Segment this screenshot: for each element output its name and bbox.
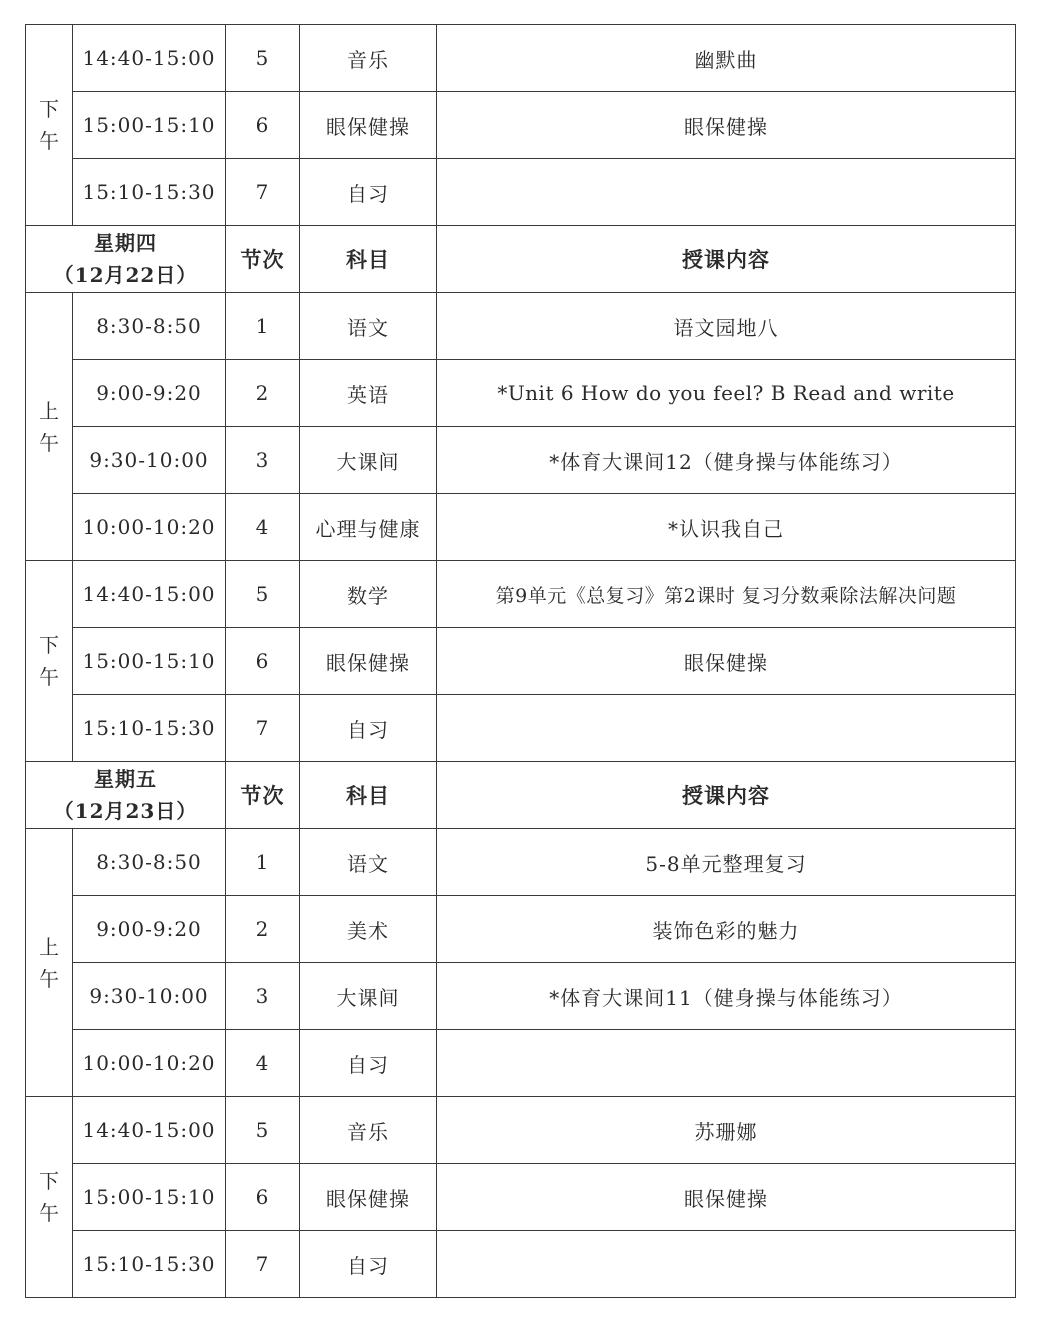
- time-cell: 15:10-15:30: [73, 695, 226, 762]
- table-row: [26, 829, 1016, 896]
- column-header-content: 授课内容: [437, 762, 1016, 829]
- time-cell: 15:00-15:10: [73, 92, 226, 159]
- table-row: [26, 1231, 1016, 1298]
- content-cell: *体育大课间11（健身操与体能练习）: [437, 963, 1016, 1030]
- content-cell: *Unit 6 How do you feel? B Read and write: [437, 360, 1016, 427]
- time-cell: 15:10-15:30: [73, 1231, 226, 1298]
- lesson-number-cell: 3: [226, 427, 300, 494]
- period-label-afternoon: 下 午: [26, 25, 73, 226]
- lesson-number-cell: 7: [226, 1231, 300, 1298]
- period-label-morning: 上 午: [26, 829, 73, 1097]
- class-schedule-table: [25, 24, 1016, 1298]
- time-cell: 14:40-15:00: [73, 25, 226, 92]
- time-cell: 9:00-9:20: [73, 360, 226, 427]
- table-row: [26, 628, 1016, 695]
- lesson-number-cell: 1: [226, 829, 300, 896]
- subject-cell: 自习: [300, 159, 437, 226]
- table-row: [26, 293, 1016, 360]
- period-label-afternoon: 下 午: [26, 561, 73, 762]
- subject-cell: 数学: [300, 561, 437, 628]
- content-cell: [437, 695, 1016, 762]
- day-heading-thursday: 星期四 （12月22日）: [26, 226, 226, 293]
- content-cell: [437, 1030, 1016, 1097]
- lesson-number-cell: 6: [226, 1164, 300, 1231]
- subject-cell: 音乐: [300, 25, 437, 92]
- table-row: [26, 1030, 1016, 1097]
- lesson-number-cell: 3: [226, 963, 300, 1030]
- subject-cell: 眼保健操: [300, 1164, 437, 1231]
- lesson-number-cell: 6: [226, 92, 300, 159]
- column-header-subject: 科目: [300, 226, 437, 293]
- table-row: [26, 427, 1016, 494]
- subject-cell: 语文: [300, 293, 437, 360]
- time-cell: 14:40-15:00: [73, 561, 226, 628]
- subject-cell: 大课间: [300, 427, 437, 494]
- table-row: [26, 1097, 1016, 1164]
- content-cell: 5-8单元整理复习: [437, 829, 1016, 896]
- time-cell: 9:30-10:00: [73, 963, 226, 1030]
- time-cell: 9:00-9:20: [73, 896, 226, 963]
- lesson-number-cell: 5: [226, 561, 300, 628]
- column-header-subject: 科目: [300, 762, 437, 829]
- subject-cell: 美术: [300, 896, 437, 963]
- subject-cell: 眼保健操: [300, 92, 437, 159]
- time-cell: 10:00-10:20: [73, 1030, 226, 1097]
- subject-cell: 大课间: [300, 963, 437, 1030]
- content-cell: [437, 159, 1016, 226]
- subject-cell: 自习: [300, 1030, 437, 1097]
- thursday-header-row: [26, 226, 1016, 293]
- subject-cell: 自习: [300, 1231, 437, 1298]
- table-row: [26, 963, 1016, 1030]
- content-cell: 眼保健操: [437, 92, 1016, 159]
- lesson-number-cell: 5: [226, 1097, 300, 1164]
- table-row: [26, 561, 1016, 628]
- column-header-lesson-number: 节次: [226, 226, 300, 293]
- table-row: [26, 494, 1016, 561]
- time-cell: 14:40-15:00: [73, 1097, 226, 1164]
- time-cell: 15:00-15:10: [73, 628, 226, 695]
- content-cell: 眼保健操: [437, 1164, 1016, 1231]
- subject-cell: 音乐: [300, 1097, 437, 1164]
- lesson-number-cell: 2: [226, 360, 300, 427]
- content-cell: 幽默曲: [437, 25, 1016, 92]
- content-cell: 第9单元《总复习》第2课时 复习分数乘除法解决问题: [437, 561, 1016, 628]
- lesson-number-cell: 2: [226, 896, 300, 963]
- subject-cell: 语文: [300, 829, 437, 896]
- subject-cell: 英语: [300, 360, 437, 427]
- table-row: [26, 896, 1016, 963]
- day-heading-friday: 星期五 （12月23日）: [26, 762, 226, 829]
- content-cell: 苏珊娜: [437, 1097, 1016, 1164]
- subject-cell: 自习: [300, 695, 437, 762]
- lesson-number-cell: 1: [226, 293, 300, 360]
- lesson-number-cell: 4: [226, 1030, 300, 1097]
- period-label-afternoon: 下 午: [26, 1097, 73, 1298]
- table-row: [26, 695, 1016, 762]
- content-cell: 语文园地八: [437, 293, 1016, 360]
- table-row: [26, 360, 1016, 427]
- table-row: [26, 25, 1016, 92]
- lesson-number-cell: 7: [226, 159, 300, 226]
- time-cell: 15:10-15:30: [73, 159, 226, 226]
- content-cell: 装饰色彩的魅力: [437, 896, 1016, 963]
- subject-cell: 眼保健操: [300, 628, 437, 695]
- lesson-number-cell: 6: [226, 628, 300, 695]
- time-cell: 10:00-10:20: [73, 494, 226, 561]
- friday-header-row: [26, 762, 1016, 829]
- table-row: [26, 159, 1016, 226]
- time-cell: 8:30-8:50: [73, 829, 226, 896]
- time-cell: 8:30-8:50: [73, 293, 226, 360]
- time-cell: 15:00-15:10: [73, 1164, 226, 1231]
- column-header-lesson-number: 节次: [226, 762, 300, 829]
- content-cell: [437, 1231, 1016, 1298]
- table-row: [26, 92, 1016, 159]
- period-label-morning: 上 午: [26, 293, 73, 561]
- content-cell: *体育大课间12（健身操与体能练习）: [437, 427, 1016, 494]
- content-cell: 眼保健操: [437, 628, 1016, 695]
- content-cell: *认识我自己: [437, 494, 1016, 561]
- lesson-number-cell: 4: [226, 494, 300, 561]
- lesson-number-cell: 7: [226, 695, 300, 762]
- lesson-number-cell: 5: [226, 25, 300, 92]
- subject-cell: 心理与健康: [300, 494, 437, 561]
- time-cell: 9:30-10:00: [73, 427, 226, 494]
- column-header-content: 授课内容: [437, 226, 1016, 293]
- table-row: [26, 1164, 1016, 1231]
